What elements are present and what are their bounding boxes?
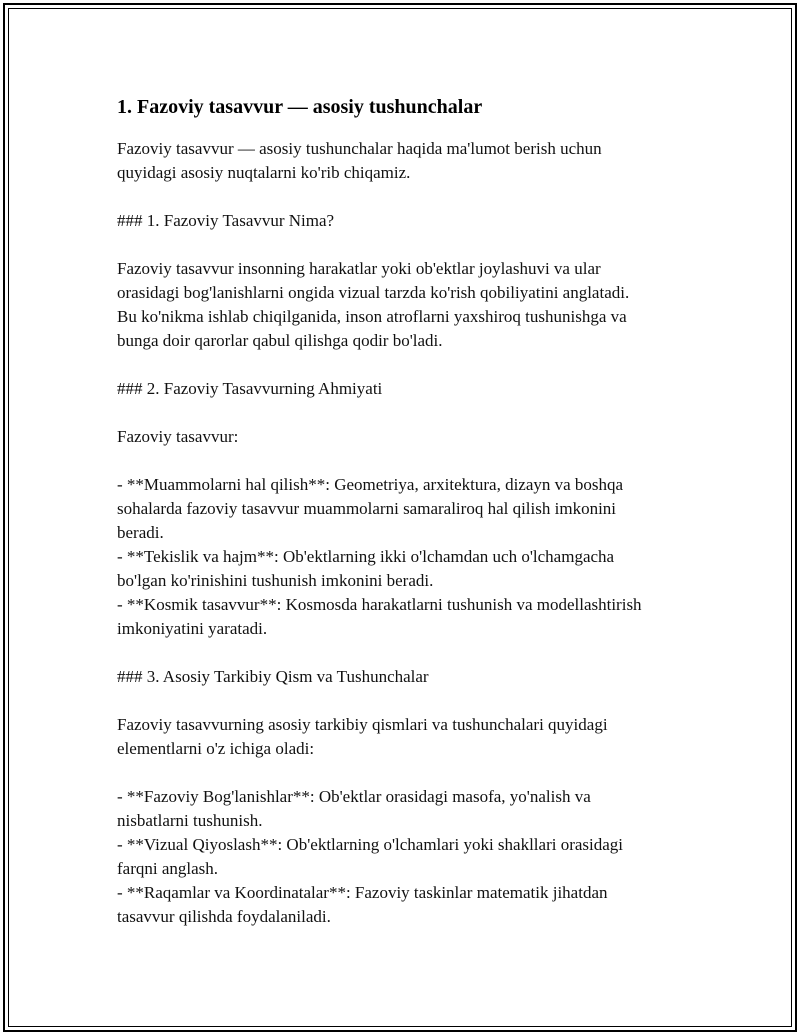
text-line: - **Fazoviy Bog'lanishlar**: Ob'ektlar orasidagi masofa, yo'nalish va	[117, 787, 591, 806]
text-line: farqni anglash.	[117, 859, 219, 878]
text-line: Fazoviy tasavvur insonning harakatlar yoki ob'ektlar joylashuvi va ular	[117, 259, 601, 278]
paragraph	[117, 377, 717, 401]
text-line: orasidagi bog'lanishlarni ongida vizual tarzda ko'rish qobiliyatini anglatadi.	[117, 283, 630, 302]
text-line: ### 1. Fazoviy Tasavvur Nima?	[117, 211, 335, 230]
paragraph	[117, 785, 717, 929]
document-body	[117, 95, 717, 929]
text-line: imkoniyatini yaratadi.	[117, 619, 268, 638]
text-line: Bu ko'nikma ishlab chiqilganida, inson atroflarni yaxshiroq tushunishga va	[117, 307, 627, 326]
text-line: sohalarda fazoviy tasavvur muammolarni samaraliroq hal qilish imkonini	[117, 499, 617, 518]
text-line: - **Raqamlar va Koordinatalar**: Fazoviy taskinlar matematik jihatdan	[117, 883, 608, 902]
text-line: bunga doir qarorlar qabul qilishga qodir bo'ladi.	[117, 331, 443, 350]
text-line: - **Muammolarni hal qilish**: Geometriya, arxitektura, dizayn va boshqa	[117, 475, 624, 494]
text-line: - **Tekislik va hajm**: Ob'ektlarning ikki o'lchamdan uch o'lchamgacha	[117, 547, 615, 566]
paragraph	[117, 425, 717, 449]
paragraph	[117, 713, 717, 761]
text-line: tasavvur qilishda foydalaniladi.	[117, 907, 331, 926]
paragraph	[117, 665, 717, 689]
text-line: bo'lgan ko'rinishini tushunish imkonini beradi.	[117, 571, 434, 590]
text-line: - **Kosmik tasavvur**: Kosmosda harakatlarni tushunish va modellashtirish	[117, 595, 642, 614]
paragraph	[117, 473, 717, 641]
paragraph	[117, 209, 717, 233]
text-line: quyidagi asosiy nuqtalarni ko'rib chiqamiz.	[117, 163, 411, 182]
document-paragraphs	[117, 137, 717, 929]
text-line: nisbatlarni tushunish.	[117, 811, 263, 830]
text-line: ### 2. Fazoviy Tasavvurning Ahmiyati	[117, 379, 383, 398]
paragraph	[117, 137, 717, 185]
section-heading: 1. Fazoviy tasavvur — asosiy tushunchalar	[117, 96, 483, 118]
paragraph	[117, 257, 717, 353]
text-line: Fazoviy tasavvurning asosiy tarkibiy qismlari va tushunchalari quyidagi	[117, 715, 608, 734]
text-line: Fazoviy tasavvur:	[117, 427, 239, 446]
text-line: Fazoviy tasavvur — asosiy tushunchalar haqida ma'lumot berish uchun	[117, 139, 602, 158]
text-line: beradi.	[117, 523, 164, 542]
text-line: - **Vizual Qiyoslash**: Ob'ektlarning o'lchamlari yoki shakllari orasidagi	[117, 835, 624, 854]
text-line: ### 3. Asosiy Tarkibiy Qism va Tushunchalar	[117, 667, 429, 686]
text-line: elementlarni o'z ichiga oladi:	[117, 739, 315, 758]
